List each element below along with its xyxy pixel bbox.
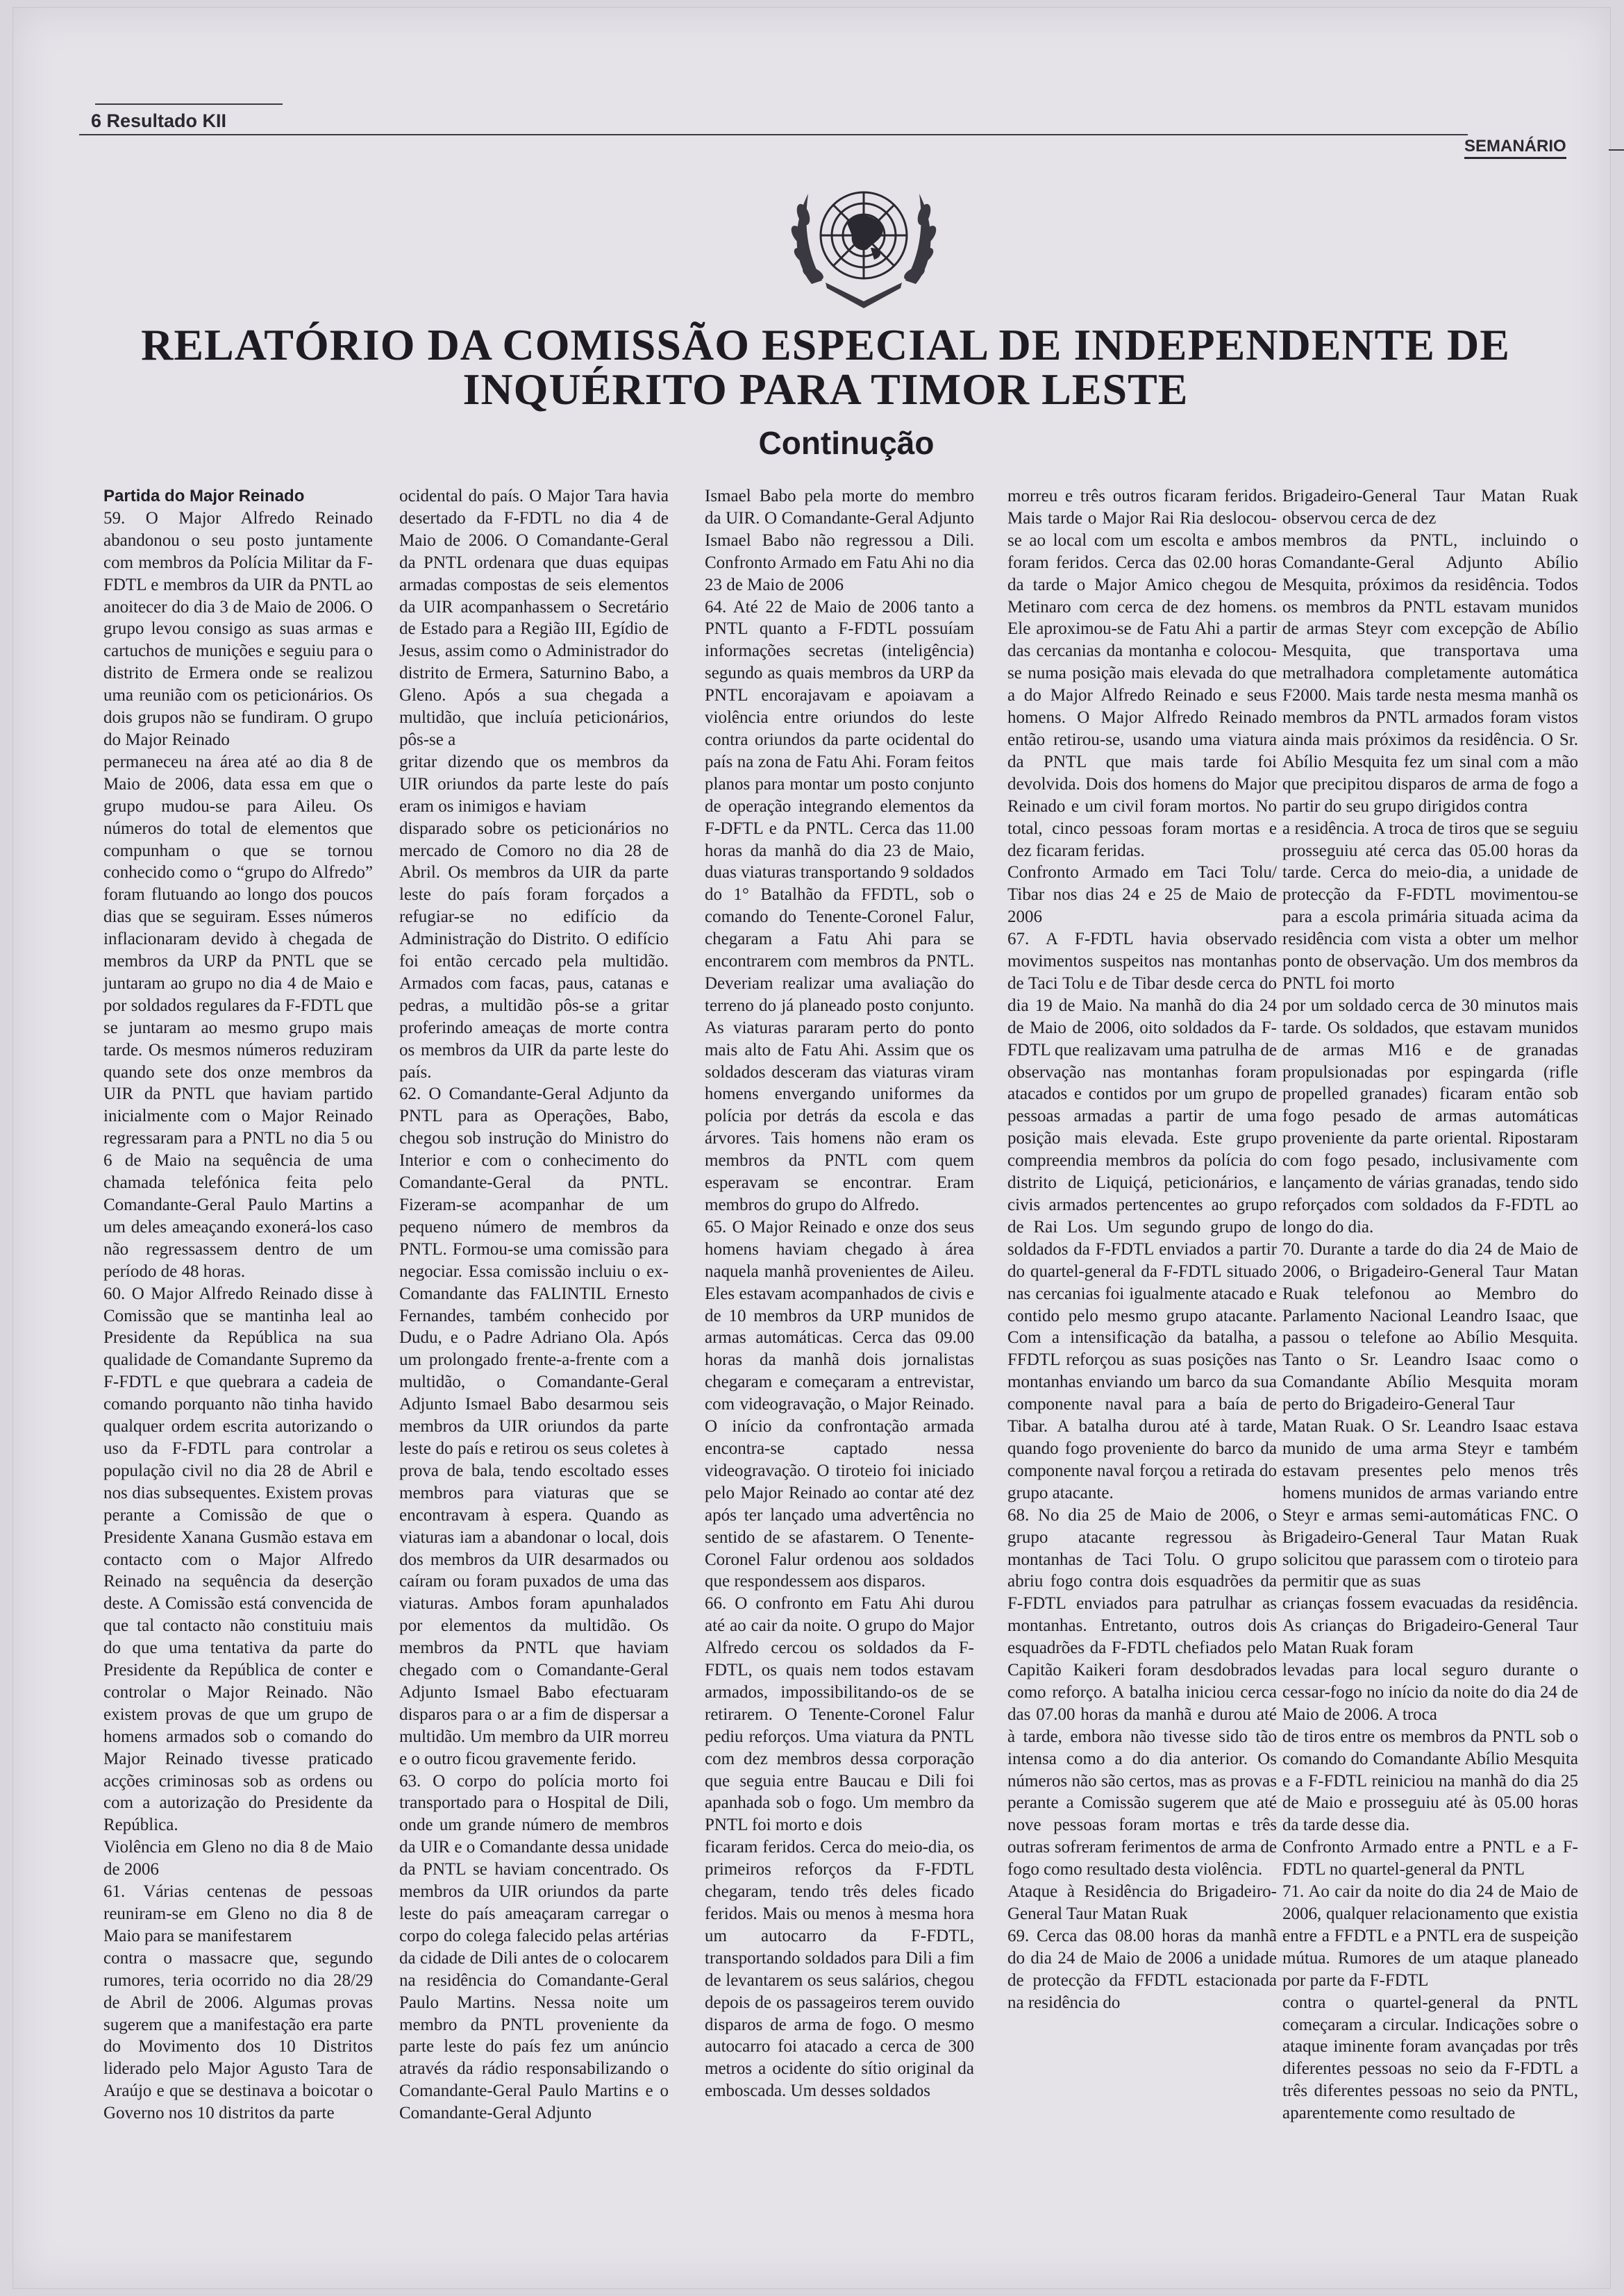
paragraph: 65. O Major Reinado e onze dos seus homens haviam chegado à área naquela manhã provenientes de Aileu. Eles estavam acompanhados de civis e de 10 membros da URP munidos de armas automáticas. Cerca das 09.00 horas da manhã dois jornalistas chegaram e começaram a entrevistar, com videogravação, o Major Reinado. O início da confrontação armada encontra-se captado nessa videogravação. O tiroteio foi iniciado pelo Major Reinado ao contar até dez após ter lançado uma advertência no sentido de se afastarem. O Tenente-Coronel Falur ordenou aos soldados que respondessem aos disparos. (705, 1217, 974, 1591)
section-heading: Ataque à Residência do Brigadeiro-General Taur Matan Ruak (1007, 1882, 1277, 1923)
section-heading: Partida do Major Reinado (103, 487, 305, 505)
header-rule (79, 134, 1468, 135)
paragraph: 66. O confronto em Fatu Ahi durou até ao cair da noite. O grupo do Major Alfredo cercou os soldados da F-FDTL, os quais nem todos estavam armados, impossibilitando-os de se retirarem. O Tenente-Coronel Falur pediu reforços. Uma viatura da PNTL com dez membros dessa corporação que seguia entre Baucau e Dili foi apanhada sob o fogo. Um membro da PNTL foi morto e dois (705, 1594, 974, 1835)
article-subtitle: Continução (758, 425, 935, 461)
paragraph: por um soldado cerca de 30 minutos mais tarde. Os soldados, que estavam munidos de armas M16 e de granadas propulsionadas por espingarda (rifle propelled granades) ficaram então sob fogo pesado de armas automáticas proveniente da parte oriental. Ripostaram com fogo pesado, inclusivamente com lançamento de várias granadas, tendo sido reforçados com soldados da F-FDTL ao longo do dia. (1282, 996, 1578, 1237)
paragraph: ficaram feridos. Cerca do meio-dia, os primeiros reforços da F-FDTL chegaram, tendo três deles ficado feridos. Mais ou menos à mesma hora um autocarro da F-FDTL, transportando soldados para Dili a fim de levantarem os seus salários, chegou depois de os passageiros terem ouvido disparos de arma de fogo. O mesmo autocarro foi atacado a cerca de 300 metros a ocidente do sítio original da emboscada. Um desses soldados (705, 1838, 974, 2101)
header-top-rule (95, 103, 283, 105)
paragraph: levadas para local seguro durante o cessar-fogo no início da noite do dia 24 de Maio de 2006. A troca (1282, 1661, 1578, 1724)
paragraph: 62. O Comandante-Geral Adjunto da PNTL para as Operações, Babo, chegou sob instrução do Ministro do Interior e com o conhecimento do Comandante-Geral da PNTL. Fizeram-se acompanhar de um pequeno número de membros da PNTL. Formou-se uma comissão para negociar. Essa comissão incluiu o ex-Comandante das FALINTIL Ernesto Fernandes, também conhecido por Dudu, e o Padre Adriano Ola. Após um prolongado frente-a-frente com a multidão, o Comandante-Geral Adjunto Ismael Babo desarmou seis membros da UIR oriundos da parte leste do país e retirou os seus coletes à prova de bala, tendo escoltado esses membros para viaturas que se encontravam à espera. Quando as viaturas iam a abandonar o local, dois dos membros da UIR desarmados ou caíram ou foram puxados de uma das viaturas. Ambos foram apunhalados por elementos da multidão. Os membros da PNTL que haviam chegado com o Comandante-Geral Adjunto Ismael Babo efectuaram disparos para o ar a fim de dispersar a multidão. Um membro da UIR morreu e o outro ficou gravemente ferido. (399, 1084, 669, 1768)
header-rule-right (1609, 149, 1624, 151)
section-heading: Confronto Armado em Taci Tolu/ Tibar nos dias 24 e 25 de Maio de 2006 (1007, 863, 1277, 927)
paragraph: 64. Até 22 de Maio de 2006 tanto a PNTL quanto a F-FDTL possuíam informações secretas (inteligência) segundo as quais membros da URP da PNTL encorajavam e apoiavam a violência entre oriundos do leste contra oriundos da parte ocidental do país na zona de Fatu Ahi. Foram feitos planos para montar um posto conjunto de operação integrando elementos da F-DFTL e da PNTL. Cerca das 11.00 horas da manhã do dia 23 de Maio, duas viaturas transportando 9 soldados do 1° Batalhão da FFDTL, sob o comando do Tenente-Coronel Falur, chegaram a Fatu Ahi para se encontrarem com membros da PNTL. Deveriam realizar uma avaliação do terreno do já planeado posto conjunto. As viaturas pararam perto do ponto mais alto de Fatu Ahi. Assim que os soldados desceram das viaturas viram homens envergando uniformes da polícia por detrás da escola e das árvores. Tais homens não eram os membros da PNTL com quem esperavam se encontrar. Eram membros do grupo do Alfredo. (705, 597, 974, 1214)
text-column-4 (1007, 485, 1277, 2014)
paragraph: contra o massacre que, segundo rumores, teria ocorrido no dia 28/29 de Abril de 2006. Algumas provas sugerem que a manifestação era parte do Movimento dos 10 Distritos liderado pelo Major Agusto Tara de Araújo e que se destinava a boicotar o Governo nos 10 distritos da parte (103, 1948, 373, 2123)
un-emblem-icon (770, 166, 957, 319)
article-title: RELATÓRIO DA COMISSÃO ESPECIAL DE INDEPENDENTE DE INQUÉRITO PARA TIMOR LESTE (141, 320, 1510, 414)
paragraph: 60. O Major Alfredo Reinado disse à Comissão que se mantinha leal ao Presidente da República na sua qualidade de Comandante Supremo da F-FDTL e que quebrara a cadeia de comando porquanto não tinha havido qualquer ordem escrita autorizando o uso da F-FDTL para controlar a população civil no dia 28 de Abril e nos dias subsequentes. Existem provas perante a Comissão de que o Presidente Xanana Gusmão estava em contacto com o Major Alfredo Reinado na sequência da deserção deste. A Comissão está convencida de que tal contacto não constituiu mais do que uma tentativa da parte do Presidente da República de conter e controlar o Major Reinado. Não existem provas de que um grupo de homens armados sob o comando do Major Reinado tivesse praticado acções criminosas sob as ordens ou com a autorização do Presidente da República. (103, 1284, 373, 1835)
text-column-5 (1282, 485, 1578, 2125)
paragraph: membros da PNTL, incluindo o Comandante-Geral Adjunto Abílio Mesquita, próximos da residência. Todos os membros da PNTL estavam munidos de armas Steyr com excepção de Abílio Mesquita, que transportava uma metralhadora completamente automática F2000. Mais tarde nesta mesma manhã os membros da PNTL armados foram vistos ainda mais próximos da residência. O Sr. Abílio Mesquita fez um sinal com a mão que precipitou disparos de arma de fogo a partir do seu grupo dirigidos contra (1282, 530, 1578, 816)
paragraph: morreu e três outros ficaram feridos. Mais tarde o Major Rai Ria deslocou-se ao local com um escolta e ambos foram feridos. Cerca das 02.00 horas da tarde o Major Amico chegou de Metinaro com cerca de dez homens. Ele aproximou-se de Fatu Ahi a partir das cercanias da montanha e colocou-se numa posição mais elevada do que a do Major Alfredo Reinado e seus homens. O Major Alfredo Reinado então retirou-se, usando uma viatura da PNTL que mais tarde foi devolvida. Dois dos homens do Major Reinado e um civil foram mortos. No total, cinco pessoas foram mortas e dez ficaram feridas. (1007, 487, 1277, 860)
paragraph: contra o quartel-general da PNTL começaram a circular. Indicações sobre o ataque iminente foram avançadas por três diferentes pessoas no seio da F-FDTL a três diferentes pessoas no seio da PNTL, aparentemente como resultado de (1282, 1993, 1578, 2123)
paragraph: 68. No dia 25 de Maio de 2006, o grupo atacante regressou às montanhas de Taci Tolu. O grupo abriu fogo contra dois esquadrões da F-FDTL enviados para patrulhar as montanhas. Entretanto, outros dois esquadrões da F-FDTL chefiados pelo Capitão Kaikeri foram desdobrados como reforço. A batalha iniciou cerca das 07.00 horas da manhã e durou até à tarde, embora não tivesse sido tão intensa como a do dia anterior. Os números não são certos, mas as provas perante a Comissão sugerem que até nove pessoas foram mortas e três outras sofreram ferimentos de arma de fogo como resultado desta violência. (1007, 1505, 1277, 1879)
paragraph: 61. Várias centenas de pessoas reuniram-se em Gleno no dia 8 de Maio para se manifestarem (103, 1882, 373, 1945)
paragraph: 67. A F-FDTL havia observado movimentos suspeitos nas montanhas de Taci Tolu e de Tibar desde cerca do dia 19 de Maio. Na manhã do dia 24 de Maio de 2006, oito soldados da F-FDTL que realizavam uma patrulha de observação nas montanhas foram atacados e contidos por um grupo de pessoas armadas a partir de uma posição mais elevada. Este grupo compreendia membros da polícia do distrito de Liquiçá, peticionários, e civis armados pertencentes ao grupo de Rai Los. Um segundo grupo de soldados da F-FDTL enviados a partir do quartel-general da F-FDTL situado nas cercanias foi igualmente atacado e contido pelo mesmo grupo atacante. Com a intensificação da batalha, a FFDTL reforçou as suas posições nas montanhas enviando um barco da sua componente naval para a baía de Tibar. A batalha durou até à tarde, quando fogo proveniente do barco da componente naval forçou a retirada do grupo atacante. (1007, 930, 1277, 1502)
paragraph: crianças fossem evacuadas da residência. As crianças do Brigadeiro-General Taur Matan Ruak foram (1282, 1594, 1578, 1658)
paragraph: Brigadeiro-General Taur Matan Ruak observou cerca de dez (1282, 487, 1578, 528)
text-column-3 (705, 485, 974, 2102)
paragraph: de tiros entre os membros da PNTL sob o comando do Comandante Abílio Mesquita e a F-FDTL reiniciou na manhã do dia 25 de Maio e prosseguiu até às 05.00 horas da tarde desse dia. (1282, 1727, 1578, 1835)
section-heading: Violência em Gleno no dia 8 de Maio de 2006 (103, 1838, 373, 1879)
paragraph: permaneceu na área até ao dia 8 de Maio de 2006, data essa em que o grupo mudou-se para Aileu. Os números do total de elementos que compunham o que se tornou conhecido como o “grupo do Alfredo” foram flutuando ao longo dos poucos dias que se seguiram. Esses números inflacionaram devido à chegada de membros da URP da PNTL que se juntaram ao grupo no dia 4 de Maio e por soldados regulares da F-FDTL que se juntaram ao mesmo grupo mais tarde. Os mesmos números reduziram quando sete dos onze membros da UIR da PNTL que haviam partido inicialmente com o Major Reinado regressaram para a PNTL no dia 5 ou 6 de Maio na sequência de uma chamada telefónica feita pelo Comandante-Geral Paulo Martins a um deles ameaçando exonerá-los caso não regressassem dentro de um período de 48 horas. (103, 752, 373, 1281)
paragraph: 63. O corpo do polícia morto foi transportado para o Hospital de Dili, onde um grande número de membros da UIR e o Comandante dessa unidade da PNTL se haviam concentrado. Os membros da UIR oriundos da parte leste do país ameaçaram carregar o corpo do colega falecido pelas artérias da cidade de Dili antes de o colocarem na residência do Comandante-Geral Paulo Martins. Nessa noite um membro da PNTL proveniente da parte leste do país fez um anúncio através da rádio responsabilizando o Comandante-Geral Paulo Martins e o Comandante-Geral Adjunto (399, 1771, 669, 2123)
paragraph: 69. Cerca das 08.00 horas da manhã do dia 24 de Maio de 2006 a unidade de protecção da FFDTL estacionada na residência do (1007, 1926, 1277, 2012)
paragraph: a residência. A troca de tiros que se seguiu prosseguiu até cerca das 05.00 horas da tarde. Cerca do meio-dia, a unidade de protecção da F-FDTL movimentou-se para a escola primária situada acima da residência com vista a obter um melhor ponto de observação. Um dos membros da PNTL foi morto (1282, 819, 1578, 993)
paragraph: 59. O Major Alfredo Reinado abandonou o seu posto juntamente com membros da Polícia Militar da F-FDTL e membros da UIR da PNTL ao anoitecer do dia 3 de Maio de 2006. O grupo levou consigo as suas armas e cartuchos de munições e seguiu para o distrito de Ermera onde se realizou uma reunião com os peticionários. Os dois grupos não se fundiram. O grupo do Major Reinado (103, 508, 373, 749)
paragraph: gritar dizendo que os membros da UIR oriundos da parte leste do país eram os inimigos e haviam (399, 752, 669, 816)
paragraph: ocidental do país. O Major Tara havia desertado da F-FDTL no dia 4 de Maio de 2006. O Comandante-Geral da PNTL ordenara que duas equipas armadas compostas de seis elementos da UIR acompanhassem o Secretário de Estado para a Região III, Egídio de Jesus, assim como o Administrador do distrito de Ermera, Saturnino Babo, a Gleno. Após a sua chegada a multidão, que incluía peticionários, pôs-se a (399, 487, 669, 749)
section-heading: Confronto Armado entre a PNTL e a F-FDTL no quartel-general da PNTL (1282, 1838, 1578, 1879)
paragraph: 71. Ao cair da noite do dia 24 de Maio de 2006, qualquer relacionamento que existia entre a FFDTL e a PNTL era de suspeição mútua. Rumores de um ataque planeado por parte da F-FDTL (1282, 1882, 1578, 1990)
newspaper-page (12, 7, 1611, 2289)
publication-name: SEMANÁRIO (1464, 137, 1566, 159)
paragraph: 70. Durante a tarde do dia 24 de Maio de 2006, o Brigadeiro-General Taur Matan Ruak telefonou ao Membro do Parlamento Nacional Leandro Isaac, que passou o telefone ao Abílio Mesquita. Tanto o Sr. Leandro Isaac como o Comandante Abílio Mesquita moram perto do Brigadeiro-General Taur (1282, 1239, 1578, 1414)
paragraph: Ismael Babo pela morte do membro da UIR. O Comandante-Geral Adjunto Ismael Babo não regressou a Dili. Confronto Armado em Fatu Ahi no dia 23 de Maio de 2006 (705, 487, 974, 594)
text-column-1 (103, 485, 373, 2125)
text-column-2 (399, 485, 669, 2125)
page-number-header: 6 Resultado KII (91, 110, 227, 131)
paragraph: Matan Ruak. O Sr. Leandro Isaac estava munido de uma arma Steyr e também estavam presentes pelo menos três homens munidos de armas variando entre Steyr e armas semi-automáticas FNC. O Brigadeiro-General Taur Matan Ruak solicitou que parassem com o tiroteio para permitir que as suas (1282, 1417, 1578, 1591)
paragraph: disparado sobre os peticionários no mercado de Comoro no dia 28 de Abril. Os membros da UIR da parte leste do país foram forçados a refugiar-se no edifício da Administração do Distrito. O edifício foi então cercado pela multidão. Armados com facas, paus, catanas e pedras, a multidão pôs-se a gritar proferindo ameaças de morte contra os membros da UIR da parte leste do país. (399, 819, 669, 1082)
